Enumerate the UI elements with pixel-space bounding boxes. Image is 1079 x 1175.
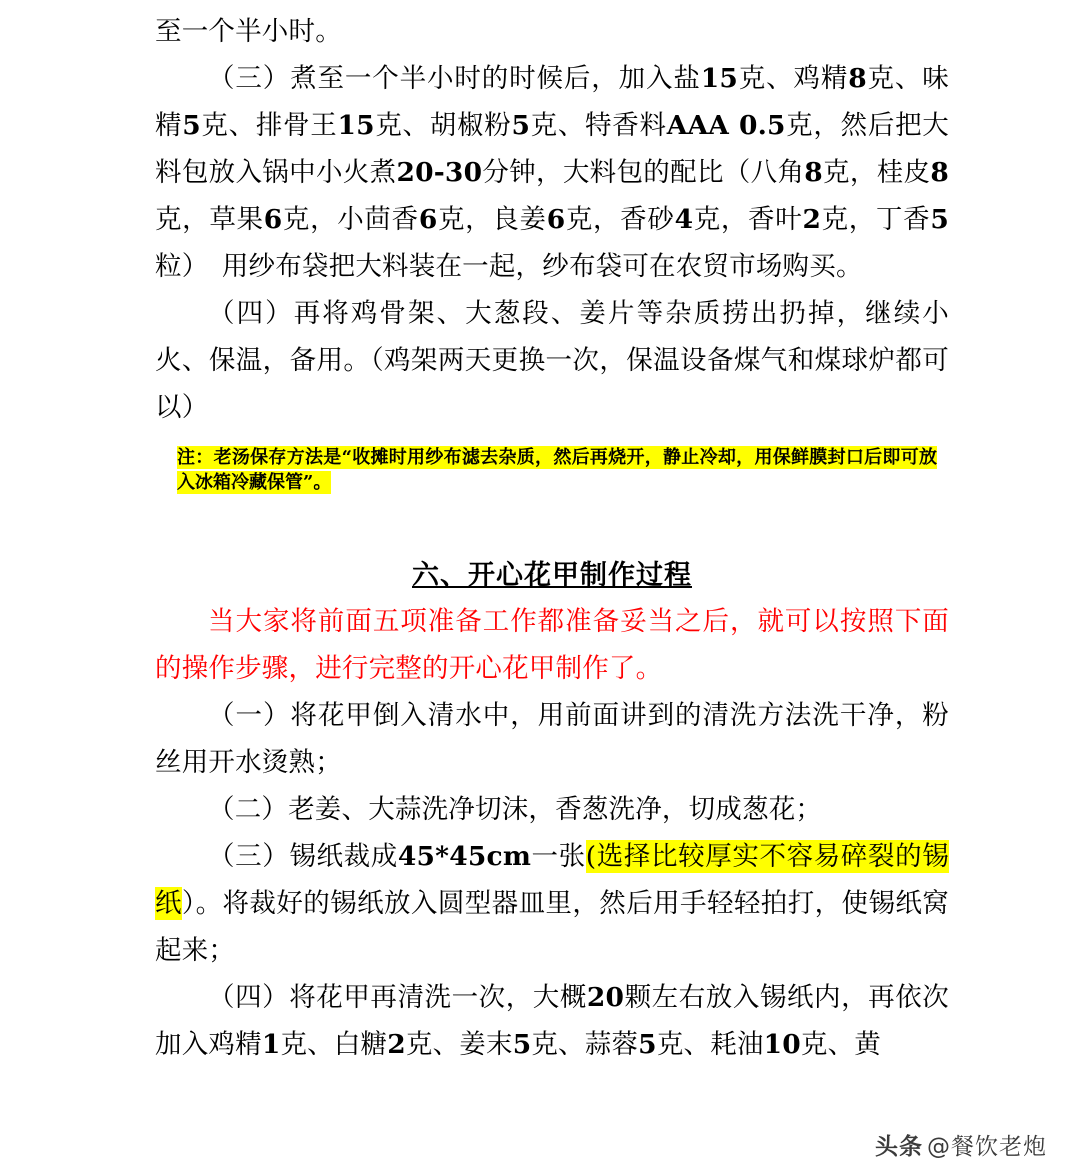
text-run: 克，良姜 — [437, 204, 547, 235]
text-run: 1 — [261, 1029, 281, 1060]
text-run: 克，香砂 — [565, 204, 675, 235]
text-run: AAA 0.5 — [666, 110, 786, 141]
paragraph-continuation: 至一个半小时。 — [155, 16, 342, 47]
text-run: 克，桂皮 — [822, 157, 931, 188]
text-run: 5 — [638, 1029, 657, 1060]
text-run: 克、排骨王 — [200, 110, 338, 141]
text-run: 一张 — [531, 841, 586, 872]
text-run: （三）煮至一个半小时的时候后，加入盐 — [208, 63, 701, 94]
text-run: 10 — [763, 1029, 801, 1060]
text-run: 克，丁香 — [821, 204, 931, 235]
text-run: 8 — [848, 63, 867, 94]
note-highlighted: “收摊时用纱布滤去杂质，然后再烧开，静止冷却，用保鲜膜封口后即可放入冰箱冷藏保管”。 — [177, 447, 937, 493]
text-run: 克、白糖 — [280, 1029, 388, 1060]
text-run: 5 — [930, 204, 949, 235]
text-run: 5 — [182, 110, 201, 141]
watermark-logo: 头条 — [875, 1134, 923, 1160]
text-run: 粒） 用纱布袋把大料装在一起，纱布袋可在农贸市场购买。 — [155, 251, 863, 282]
text-run: 6 — [418, 204, 438, 235]
text-run: 20-30 — [396, 157, 483, 188]
paragraph-item-four: （四）再将鸡骨架、大葱段、姜片等杂质捞出扔掉，继续小火、保温，备用。（鸡架两天更换一次，保温设备煤气和煤球炉都可以） — [155, 298, 949, 423]
text-run: 45*45cm — [397, 841, 532, 872]
paragraph-item-three — [155, 55, 949, 290]
text-run: 4 — [674, 204, 694, 235]
text-run: （四）将花甲再清洗一次，大概 — [208, 982, 587, 1013]
section-heading: 六、开心花甲制作过程 — [412, 560, 692, 591]
text-run: 颗左右放入锡纸内，再依次加入鸡精 — [155, 982, 949, 1060]
text-run: 克、鸡精 — [738, 63, 849, 94]
text-run: 5 — [511, 110, 531, 141]
text-run: 克、特香料 — [530, 110, 667, 141]
step-two: （二）老姜、大蒜洗净切沫，香葱洗净，切成葱花； — [208, 794, 823, 825]
text-run: (选择比较厚实不容易碎裂的锡纸 — [155, 841, 949, 919]
text-run: 克、耗油 — [656, 1029, 764, 1060]
text-run: 克、胡椒粉 — [374, 110, 512, 141]
step-one: （一）将花甲倒入清水中，用前面讲到的清洗方法洗干净，粉丝用开水烫熟； — [155, 700, 949, 778]
text-run: 克，香叶 — [693, 204, 803, 235]
text-run: 2 — [802, 204, 822, 235]
watermark-handle: @餐饮老炮 — [927, 1134, 1047, 1160]
text-run: 5 — [512, 1029, 532, 1060]
step-four — [155, 974, 949, 1068]
text-run: 克、味精 — [155, 63, 949, 141]
note-text — [177, 445, 937, 495]
text-run: 2 — [387, 1029, 406, 1060]
text-run: 6 — [263, 204, 283, 235]
text-run: 6 — [546, 204, 566, 235]
text-run: 20 — [586, 982, 625, 1013]
text-run: 分钟，大料包的配比（八角 — [482, 157, 805, 188]
text-run: 克，草果 — [155, 204, 264, 235]
text-run: （三）锡纸裁成 — [208, 841, 398, 872]
text-run: 克，小茴香 — [282, 204, 419, 235]
text-run: 15 — [337, 110, 375, 141]
watermark — [875, 1128, 1047, 1161]
preservation-note — [177, 445, 937, 495]
text-run: 克，然后把大料包放入锅中小火煮 — [155, 110, 949, 188]
text-run: 克、黄 — [800, 1029, 882, 1060]
step-three — [155, 833, 949, 974]
section-lead-paragraph: 当大家将前面五项准备工作都准备妥当之后，就可以按照下面的操作步骤，进行完整的开心花甲制作了。 — [155, 606, 949, 684]
text-run: 克、蒜蓉 — [531, 1029, 639, 1060]
text-run: 克、姜末 — [405, 1029, 513, 1060]
text-run: 8 — [930, 157, 949, 188]
note-prefix: 注：老汤保存方法是 — [177, 447, 342, 468]
text-run: 8 — [804, 157, 823, 188]
text-run: 15 — [700, 63, 739, 94]
text-run: ）。将裁好的锡纸放入圆型器皿里，然后用手轻轻拍打，使锡纸窝起来； — [155, 888, 949, 966]
